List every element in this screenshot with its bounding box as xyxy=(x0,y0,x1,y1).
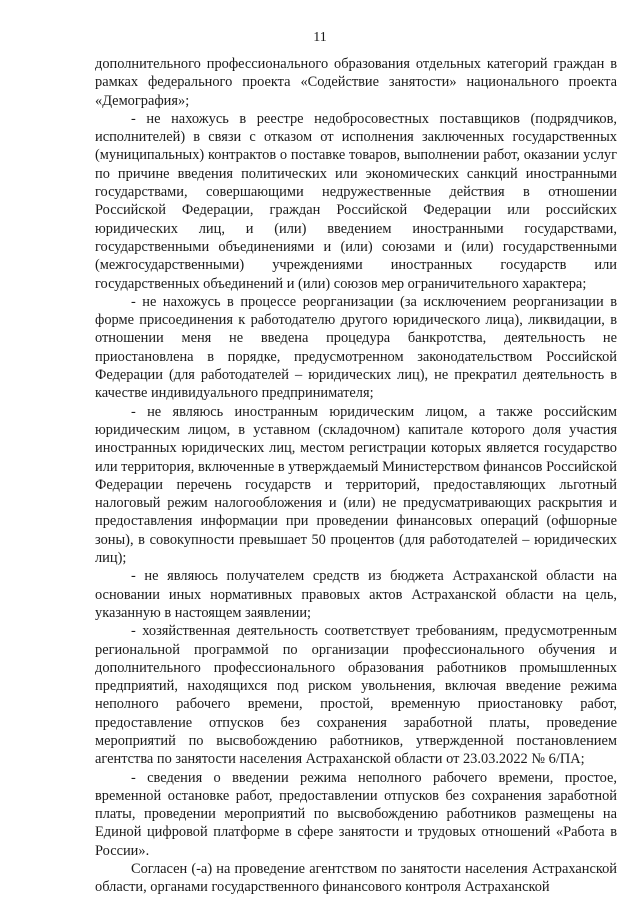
paragraph-economic-activity: - хозяйственная деятельность соответствует требованиям, предусмотренным региональной программой по организации профессионального обучения и дополнительного профессионального образования работников промышленных предприятий, находящихся под риском увольнения, включая введение режима неполного рабочего времени, простой, временную приостановку работ, предоставление отпусков без сохранения заработной платы, проведение мероприятий по высвобождению работников, утвержденной постановлением агентства по занятости населения Астраханской области от 23.03.2022 № 6/ПА; xyxy=(95,623,617,768)
paragraph-digital-platform: - сведения о введении режима неполного рабочего времени, простое, временной остановке работ, предоставлении отпусков без сохранения заработной платы, проведении мероприятий по высвобождению работников размещены на Единой цифровой платформе в сфере занятости и трудовых отношений «Работа в России». xyxy=(95,769,617,859)
paragraph-foreign-entity: - не являюсь иностранным юридическим лицом, а также российским юридическим лицом, в уставном (складочном) капитале которого доля участия иностранных юридических лиц, местом регистрации которых является государство или территория, включенные в утверждаемый Министерством финансов Российской Федерации перечень государств и территорий, предоставляющих льготный налоговый режим налогообложения и (или) не предусматривающих раскрытия и предоставления информации при проведении финансовых операций (офшорные зоны), в совокупности превышает 50 процентов (для работодателей – юридических лиц); xyxy=(95,403,617,567)
paragraph-continuation: дополнительного профессионального образования отдельных категорий граждан в рамках федерального проекта «Содействие занятости» национального проекта «Демография»; xyxy=(95,56,617,109)
paragraph-unfair-suppliers-registry: - не нахожусь в реестре недобросовестных поставщиков (подрядчиков, исполнителей) в связи с отказом от исполнения заключенных государственных (муниципальных) контрактов о поставке товаров, выполнении работ, оказании услуг по причине введения политических или экономических санкций иностранными государствами, совершающими недружественные действия в отношении Российской Федерации, граждан Российской Федерации или российских юридических лиц, и (или) введением иностранными государствами, государственными объединениями и (или) союзами и (или) государственными (межгосударственными) учреждениями иностранных государств или государственных объединений и (или) союзов мер ограничительного характера; xyxy=(95,110,617,292)
document-body xyxy=(95,55,617,897)
page-number: 11 xyxy=(313,30,327,45)
paragraph-budget-funds: - не являюсь получателем средств из бюджета Астраханской области на основании иных нормативных правовых актов Астраханской области на цель, указанную в настоящем заявлении; xyxy=(95,568,617,621)
paragraph-reorganization: - не нахожусь в процессе реорганизации (за исключением реорганизации в форме присоединения к работодателю другого юридического лица), ликвидации, в отношении меня не введена процедура банкротства, деятельность не приостановлена в порядке, предусмотренном законодательством Российской Федерации (для работодателей – юридических лиц), не прекратил деятельность в качестве индивидуального предпринимателя; xyxy=(95,293,617,402)
paragraph-consent: Согласен (-а) на проведение агентством по занятости населения Астраханской области, органами государственного финансового контроля Астраханской xyxy=(95,861,617,896)
